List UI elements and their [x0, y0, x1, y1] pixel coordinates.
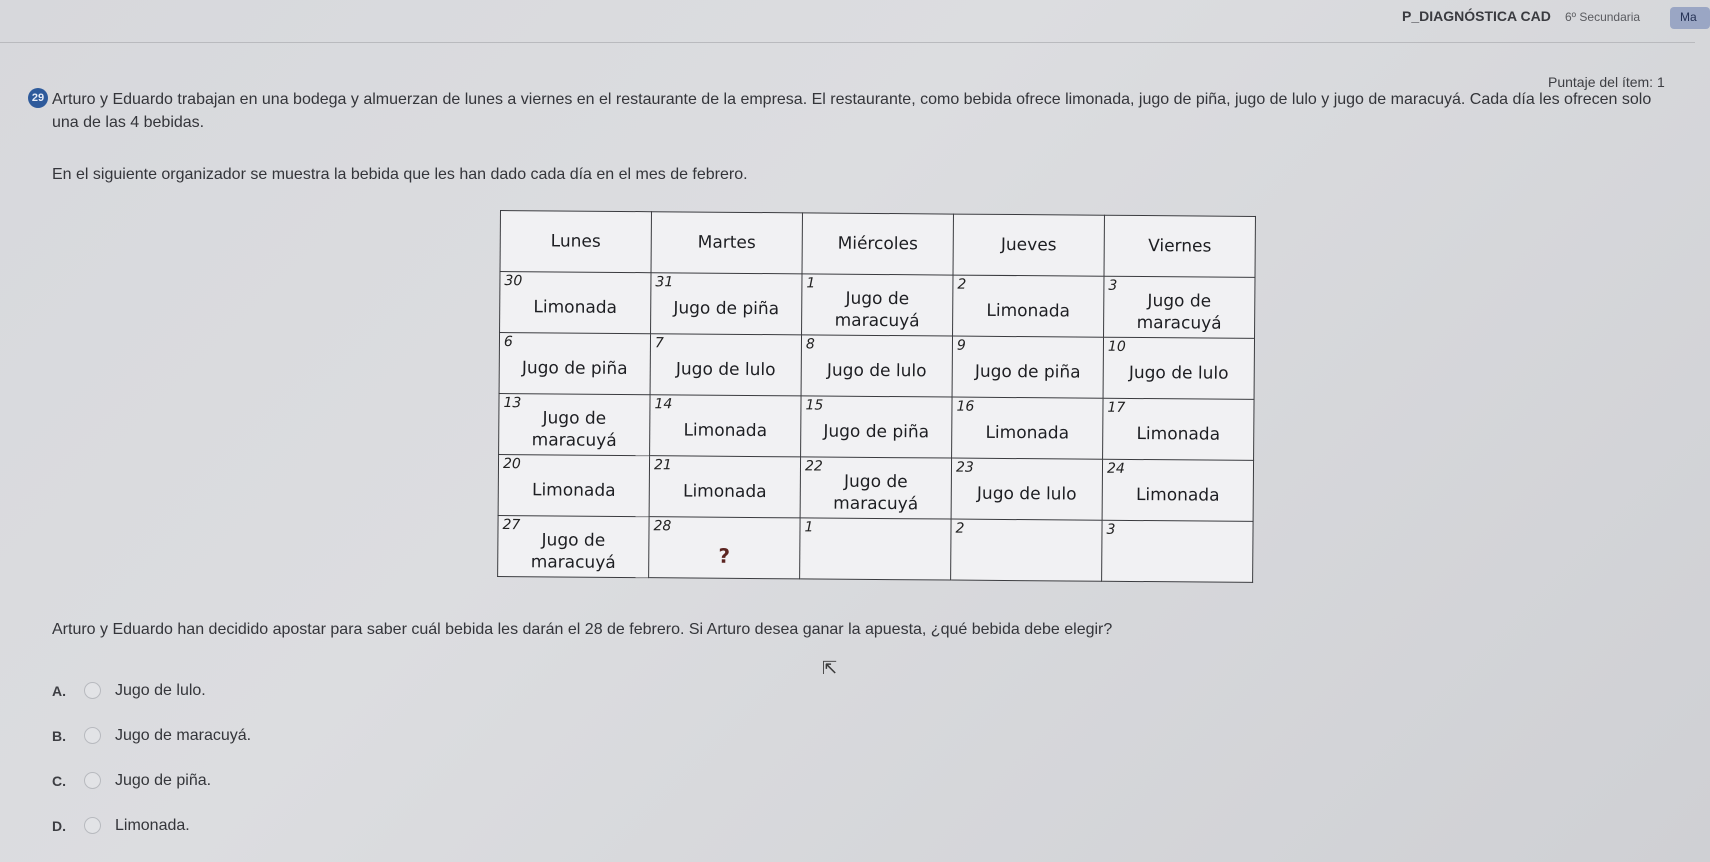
drink-label: Limonada	[985, 422, 1070, 444]
day-number: 24	[1106, 460, 1125, 477]
day-number: 7	[654, 335, 664, 352]
drink-label: Jugo de maracuyá	[530, 530, 616, 573]
calendar-day-cell	[801, 396, 952, 458]
drink-label: Limonada	[531, 480, 616, 501]
calendar-day-cell	[801, 335, 952, 397]
day-number: 3	[1108, 277, 1118, 294]
option-letter: B.	[52, 727, 66, 744]
drink-label: Jugo de piña	[823, 421, 930, 443]
calendar-week-row	[499, 333, 1254, 400]
day-number: 15	[805, 397, 824, 414]
radio-button[interactable]	[84, 682, 101, 699]
option-letter: C.	[52, 772, 66, 789]
day-number: 13	[503, 395, 522, 412]
exam-title: P_DIAGNÓSTICA CAD	[1402, 8, 1551, 24]
calendar-day-cell	[952, 336, 1103, 398]
day-number: 9	[956, 337, 966, 354]
day-number: 6	[503, 334, 513, 351]
radio-button[interactable]	[84, 817, 101, 834]
answer-options	[52, 668, 251, 848]
day-number: 8	[805, 336, 815, 353]
calendar-day-cell	[498, 454, 649, 516]
calendar-day-cell	[800, 457, 951, 519]
calendar-header-wednesday: Miércoles	[802, 213, 953, 275]
calendar-day-cell	[1103, 398, 1254, 460]
drink-label: Jugo de piña	[521, 358, 628, 380]
day-number: 30	[504, 273, 523, 290]
calendar-day-cell	[650, 334, 801, 396]
option-d[interactable]	[52, 803, 251, 848]
drink-label: Limonada	[986, 300, 1071, 322]
calendar-week-row	[498, 454, 1253, 521]
day-number: 21	[653, 457, 672, 474]
drink-label: Limonada	[683, 420, 768, 442]
header-divider	[0, 42, 1695, 43]
calendar-week-row	[498, 515, 1253, 582]
day-number: 2	[955, 520, 965, 537]
drink-label: Jugo de maracuyá	[834, 288, 920, 332]
calendar-day-cell	[953, 275, 1104, 337]
day-number: 1	[804, 519, 814, 536]
day-number: 31	[655, 274, 674, 291]
day-number: 28	[653, 518, 672, 535]
calendar-day-cell	[952, 397, 1103, 459]
question-stem: Arturo y Eduardo trabajan en una bodega y almuerzan de lunes a viernes en el restaurante de la empresa. El restaurante, como bebida ofrece limonada, jugo de piña, jugo de lulo y jugo de maracuyá. Cada día les ofrecen solo una de las 4 bebidas.	[52, 91, 1652, 131]
calendar-day-cell	[951, 458, 1102, 520]
option-letter: A.	[52, 682, 66, 699]
tab-chip[interactable]: Ma	[1670, 7, 1710, 29]
option-text: Limonada.	[115, 816, 190, 834]
option-text: Jugo de lulo.	[115, 681, 206, 699]
drink-label: Jugo de piña	[673, 298, 780, 320]
calendar-header-row	[500, 211, 1255, 278]
calendar-day-cell	[649, 517, 800, 579]
calendar-week-row	[500, 272, 1255, 339]
day-number: 23	[955, 459, 974, 476]
drink-label: Jugo de maracuyá	[1136, 291, 1222, 334]
drink-label: Jugo de lulo	[1128, 362, 1229, 384]
day-number: 17	[1107, 399, 1126, 416]
calendar-header-monday: Lunes	[500, 211, 651, 273]
calendar-day-cell	[498, 515, 649, 577]
day-number: 27	[502, 517, 521, 534]
calendar-header-thursday: Jueves	[953, 214, 1104, 276]
option-b[interactable]	[52, 713, 251, 758]
calendar-day-cell	[650, 395, 801, 457]
calendar-day-cell	[649, 456, 800, 518]
drink-label: Jugo de maracuyá	[531, 408, 617, 451]
calendar-day-cell	[500, 272, 651, 334]
option-c[interactable]	[52, 758, 251, 803]
day-number: 3	[1106, 521, 1116, 538]
item-score: Puntaje del ítem: 1	[1548, 74, 1665, 90]
drink-label: Limonada	[1136, 424, 1221, 445]
drink-label: Jugo de piña	[974, 361, 1081, 383]
calendar-day-cell	[499, 393, 650, 455]
radio-button[interactable]	[84, 727, 101, 744]
drink-calendar	[497, 210, 1256, 583]
calendar-day-cell	[800, 518, 951, 580]
drink-label: Jugo de maracuyá	[833, 471, 919, 515]
option-letter: D.	[52, 817, 66, 834]
calendar-header-tuesday: Martes	[651, 212, 802, 274]
grade-label: 6º Secundaria	[1565, 10, 1641, 24]
drink-label	[800, 543, 950, 554]
calendar-day-cell	[1103, 337, 1254, 399]
calendar-day-cell	[951, 519, 1102, 581]
option-a[interactable]	[52, 668, 251, 713]
calendar-body	[498, 272, 1255, 583]
question-prompt: Arturo y Eduardo han decidido apostar para saber cuál bebida les darán el 28 de febrero. Si Arturo desea ganar la apuesta, ¿qué bebida debe elegir?	[52, 621, 1113, 638]
mouse-cursor-icon: ⇱	[822, 658, 838, 678]
day-number: 20	[502, 456, 521, 473]
drink-label: Limonada	[1135, 485, 1220, 506]
day-number: 10	[1107, 338, 1126, 355]
radio-button[interactable]	[84, 772, 101, 789]
drink-label: Limonada	[533, 297, 618, 318]
drink-label: Jugo de lulo	[675, 359, 776, 381]
drink-label: Jugo de lulo	[976, 483, 1077, 505]
day-number: 1	[806, 275, 816, 292]
day-number: 22	[804, 458, 823, 475]
day-number: 16	[956, 398, 975, 415]
calendar-day-cell	[499, 333, 650, 395]
calendar-day-cell	[1104, 276, 1255, 338]
calendar-day-cell	[1102, 520, 1253, 582]
calendar-day-cell	[651, 273, 802, 335]
drink-label	[1102, 546, 1252, 557]
drink-label	[951, 545, 1101, 556]
day-number: 14	[654, 396, 673, 413]
calendar-day-cell	[802, 274, 953, 336]
question-intro: En el siguiente organizador se muestra la bebida que les han dado cada día en el mes de febrero.	[52, 166, 748, 183]
calendar-header-friday: Viernes	[1104, 215, 1255, 277]
unknown-drink-marker: ?	[718, 543, 731, 568]
drink-label: Jugo de lulo	[826, 360, 927, 382]
calendar-week-row	[499, 393, 1254, 460]
option-text: Jugo de maracuyá.	[115, 726, 252, 744]
top-bar	[0, 0, 1695, 38]
option-text: Jugo de piña.	[115, 771, 212, 789]
calendar-day-cell	[1102, 459, 1253, 521]
drink-label: Limonada	[682, 481, 767, 503]
day-number: 2	[957, 276, 967, 293]
question-number-badge: 29	[28, 88, 48, 108]
